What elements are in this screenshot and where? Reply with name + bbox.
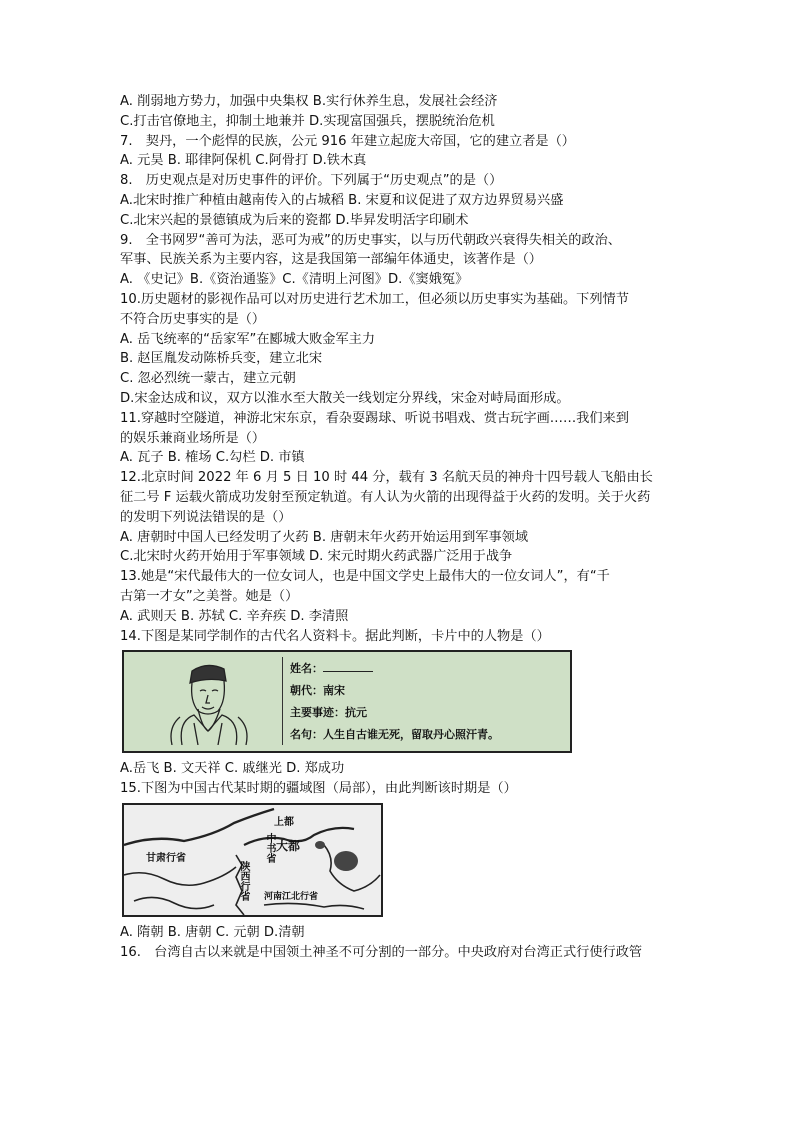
question-12-cont: 征二号 F 运载火箭成功发射至预定轨道。有人认为火箭的出现得益于火药的发明。关于火药 xyxy=(120,489,651,505)
figure-info-card xyxy=(122,650,572,753)
card-quote: 名句：人生自古谁无死，留取丹心照汗青。 xyxy=(290,728,499,742)
card-fields xyxy=(290,658,562,746)
question-7: 7. 契丹，一个彪悍的民族，公元 916 年建立起庞大帝国，它的建立者是（） xyxy=(120,133,575,149)
card-dynasty: 朝代：南宋 xyxy=(290,684,345,698)
question-12-options-c-d: C.北宋时火药开始用于军事领域 D. 宋元时期火药武器广泛用于战争 xyxy=(120,549,513,565)
question-10-option-c: C. 忽必烈统一蒙古，建立元朝 xyxy=(120,371,296,387)
question-10-option-a: A. 岳飞统率的“岳家军”在郾城大败金军主力 xyxy=(120,331,376,347)
question-15-options: A. 隋朝 B. 唐朝 C. 元朝 D.清朝 xyxy=(120,924,305,940)
text-line: A. 削弱地方势力，加强中央集权 B.实行休养生息，发展社会经济 xyxy=(120,94,498,109)
map-label-gansu: 甘肃行省 xyxy=(146,852,186,864)
territory-map xyxy=(122,803,383,917)
portrait-image xyxy=(132,657,283,745)
question-9: 9. 全书网罗“善可为法，恶可为戒”的历史事实，以与历代朝政兴衰得失相关的政治、 xyxy=(120,232,621,248)
question-block-1 xyxy=(120,92,680,646)
question-10-cont: 不符合历史事实的是（） xyxy=(120,311,266,327)
question-11-cont: 的娱乐兼商业场所是（） xyxy=(120,430,266,446)
question-8-options-c-d: C.北宋兴起的景德镇成为后来的瓷都 D.毕昇发明活字印刷术 xyxy=(120,212,469,228)
question-9-options: A. 《史记》B.《资治通鉴》C.《清明上河图》D.《窦娥冤》 xyxy=(120,272,469,288)
question-10-option-b: B. 赵匡胤发动陈桥兵变，建立北宋 xyxy=(120,351,323,367)
question-13-cont: 古第一才女”之美誉。她是（） xyxy=(120,588,299,604)
map-label-shangdu: 上都 xyxy=(274,816,294,828)
question-7-options: A. 元昊 B. 耶律阿保机 C.阿骨打 D.铁木真 xyxy=(120,153,367,169)
map-label-shaanxi: 陕西行省 xyxy=(238,860,249,901)
question-14: 14.下图是某同学制作的古代名人资料卡。据此判断，卡片中的人物是（） xyxy=(120,628,550,644)
question-9-cont: 军事、民族关系为主要内容，这是我国第一部编年体通史，该著作是（） xyxy=(120,252,542,268)
question-12-cont: 的发明下列说法错误的是（） xyxy=(120,509,292,525)
question-13-options: A. 武则天 B. 苏轼 C. 辛弃疾 D. 李清照 xyxy=(120,608,349,624)
name-blank xyxy=(323,661,373,672)
question-10-option-d: D.宋金达成和议，双方以淮水至大散关一线划定分界线，宋金对峙局面形成。 xyxy=(120,390,570,406)
question-8-options-a-b: A.北宋时推广种植由越南传入的占城稻 B. 宋夏和议促进了双方边界贸易兴盛 xyxy=(120,192,564,208)
question-10: 10.历史题材的影视作品可以对历史进行艺术加工，但必须以历史事实为基础。下列情节 xyxy=(120,291,629,307)
card-name-row xyxy=(290,658,562,680)
question-14-options: A.岳飞 B. 文天祥 C. 戚继光 D. 郑成功 xyxy=(120,761,345,777)
question-12-options-a-b: A. 唐朝时中国人已经发明了火药 B. 唐朝末年火药开始运用到军事领域 xyxy=(120,529,529,545)
scholar-portrait-icon xyxy=(132,657,282,745)
text-line: C.打击官僚地主，抑制土地兼并 D.实现富国强兵，摆脱统治危机 xyxy=(120,113,495,129)
map-label-zhongshu: 中书省 xyxy=(264,832,275,863)
question-15: 15.下图为中国古代某时期的疆域图（局部），由此判断该时期是（） xyxy=(120,781,517,797)
card-deeds: 主要事迹：抗元 xyxy=(290,706,367,720)
question-11: 11.穿越时空隧道，神游北宋东京，看杂耍踢球、听说书唱戏、赏古玩字画……我们来到 xyxy=(120,410,629,426)
card-name-label: 姓名： xyxy=(290,662,323,676)
map-label-dadu: 大都 xyxy=(276,838,301,853)
question-16: 16. 台湾自古以来就是中国领土神圣不可分割的一部分。中央政府对台湾正式行使行政管 xyxy=(120,944,643,960)
question-8: 8. 历史观点是对历史事件的评价。下列属于“历史观点”的是（） xyxy=(120,173,503,189)
map-label-henan: 河南江北行省 xyxy=(264,891,319,902)
exam-page xyxy=(120,92,680,963)
question-11-options: A. 瓦子 B. 榷场 C.勾栏 D. 市镇 xyxy=(120,450,305,466)
question-13: 13.她是“宋代最伟大的一位女词人，也是中国文学史上最伟大的一位女词人”，有“千 xyxy=(120,569,610,585)
question-12: 12.北京时间 2022 年 6 月 5 日 10 时 44 分，载有 3 名航天员的神舟十四号载人飞船由长 xyxy=(120,470,653,486)
